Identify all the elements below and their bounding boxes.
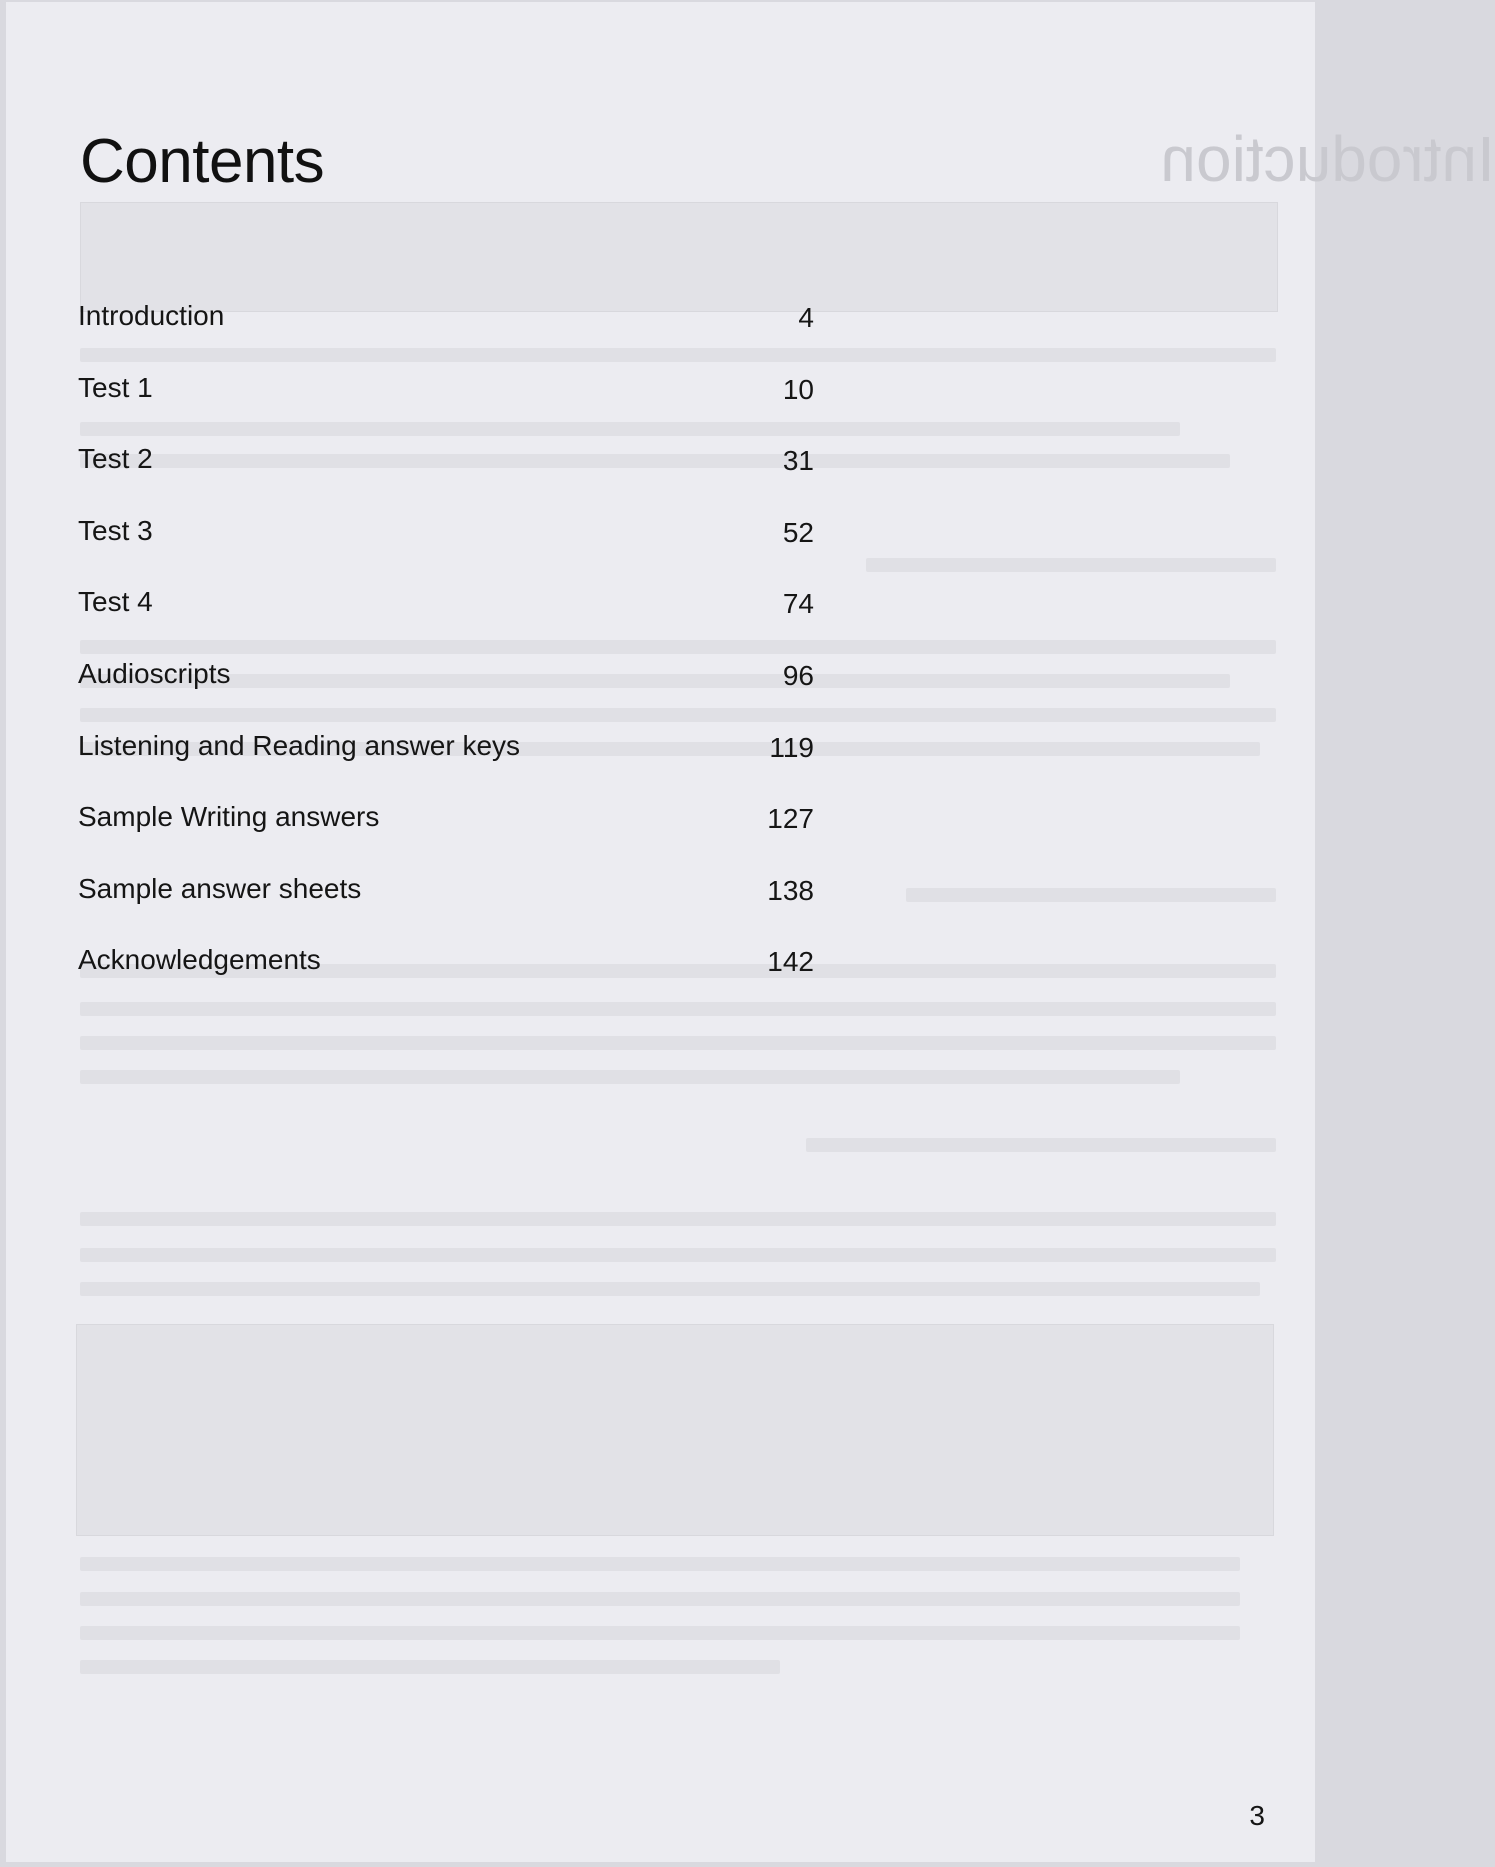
toc-entry-page: 96: [782, 659, 814, 691]
document-page: [6, 2, 1495, 1862]
show-through-line: [806, 1138, 1276, 1152]
toc-entry-title: Introduction: [78, 300, 225, 331]
show-through-heading: Introduction: [1160, 123, 1495, 195]
show-through-line: [80, 1557, 1240, 1571]
show-through-line: [80, 1070, 1180, 1084]
toc-entry: [78, 650, 814, 722]
toc-entry-page: 142: [767, 946, 814, 978]
show-through-box: [76, 1324, 1274, 1536]
show-through-line: [866, 558, 1276, 572]
toc-entry: [78, 865, 814, 937]
toc-entry: [78, 507, 814, 579]
toc-entry-title: Listening and Reading answer keys: [78, 729, 521, 761]
toc-entry-page: 10: [782, 373, 814, 405]
toc-entry-page: 127: [767, 803, 814, 835]
toc-entry: [78, 722, 814, 794]
show-through-line: [906, 888, 1276, 902]
toc-entry: [78, 936, 814, 1008]
toc-entry-title: Test 1: [78, 371, 153, 403]
toc-entry-page: 119: [769, 731, 814, 763]
show-through-line: [80, 1248, 1276, 1262]
toc-entry-title: Test 4: [78, 586, 153, 618]
toc-entry: [78, 292, 814, 364]
toc-entry: [78, 435, 814, 507]
toc-entry-title: Sample Writing answers: [78, 801, 380, 833]
toc-entry-page: 74: [782, 588, 814, 620]
toc-entry-title: Sample answer sheets: [78, 872, 362, 904]
toc-entry: [78, 364, 814, 436]
toc-entry: [78, 793, 814, 865]
toc-entry-title: Test 3: [78, 514, 153, 546]
table-of-contents: [78, 292, 814, 1008]
show-through-line: [80, 1036, 1276, 1050]
toc-entry-title: Acknowledgements: [78, 944, 321, 976]
toc-entry-page: 52: [782, 516, 814, 548]
page-number: 3: [1249, 1800, 1265, 1831]
show-through-line: [80, 1626, 1240, 1640]
toc-entry-page: 4: [798, 302, 814, 333]
toc-entry-page: 31: [782, 445, 814, 477]
show-through-line: [80, 1282, 1260, 1296]
toc-entry: [78, 578, 814, 650]
page-title: Contents: [80, 127, 325, 196]
toc-entry-page: 138: [767, 874, 814, 906]
show-through-line: [80, 1660, 780, 1674]
toc-entry-title: Test 2: [78, 443, 153, 475]
show-through-line: [80, 1212, 1276, 1226]
toc-entry-title: Audioscripts: [78, 657, 231, 689]
show-through-line: [80, 1592, 1240, 1606]
